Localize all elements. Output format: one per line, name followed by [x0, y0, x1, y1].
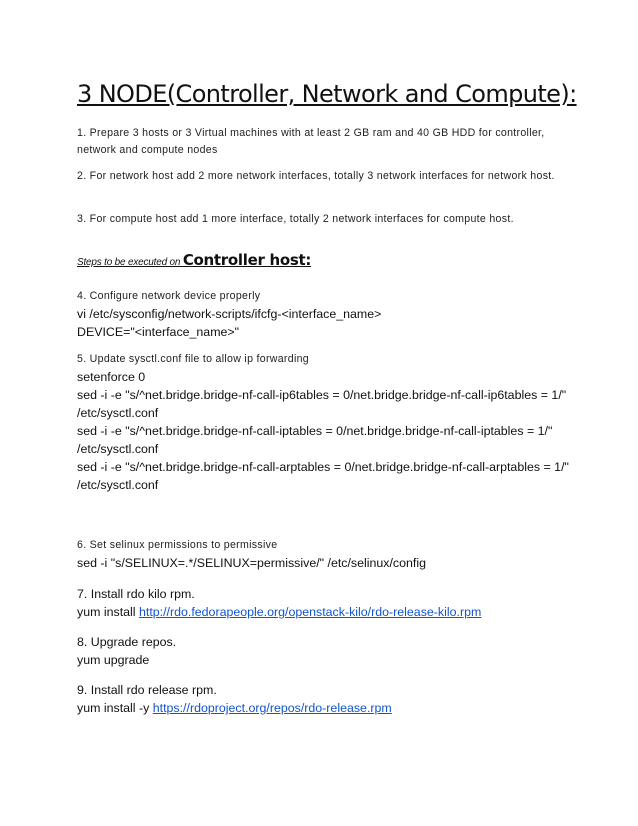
- step5-line-3: /etc/sysctl.conf: [77, 406, 159, 420]
- intro-item-2: 2. For network host add 2 more network interfaces, totally 3 network interfaces for network host.: [77, 170, 555, 182]
- step8-command: yum upgrade: [77, 653, 150, 667]
- step9-command: [77, 699, 577, 717]
- step5-line-7: /etc/sysctl.conf: [77, 478, 159, 492]
- step5-line-1: setenforce 0: [77, 370, 146, 384]
- step8-heading: 8. Upgrade repos.: [77, 635, 177, 649]
- step5-heading: 5. Update sysctl.conf file to allow ip forwarding: [77, 353, 309, 365]
- step5-line-4: sed -i -e "s/^net.bridge.bridge-nf-call-iptables = 0/net.bridge.bridge-nf-call-iptables = 1/": [77, 424, 553, 438]
- step6-command: sed -i "s/SELINUX=.*/SELINUX=permissive/" /etc/selinux/config: [77, 556, 426, 570]
- step5-line-2: sed -i -e "s/^net.bridge.bridge-nf-call-ip6tables = 0/net.bridge.bridge-nf-call-ip6tables = 1/": [77, 388, 567, 402]
- steps-heading-host: Controller host:: [182, 251, 312, 269]
- step4-heading: 4. Configure network device properly: [77, 290, 261, 302]
- step6-heading: 6. Set selinux permissions to permissive: [77, 539, 278, 551]
- rdo-kilo-rpm-link[interactable]: http://rdo.fedorapeople.org/openstack-kilo/rdo-release-kilo.rpm: [138, 605, 482, 619]
- step9-block: [77, 681, 577, 717]
- step5-line-6: sed -i -e "s/^net.bridge.bridge-nf-call-arptables = 0/net.bridge.bridge-nf-call-arptables = 1/": [77, 460, 569, 474]
- step7-command: [77, 603, 577, 621]
- step8-block: [77, 633, 577, 669]
- step5-commands: [77, 368, 577, 494]
- steps-heading-lead: Steps to be executed on: [77, 257, 183, 268]
- intro-item-1: 1. Prepare 3 hosts or 3 Virtual machines with at least 2 GB ram and 40 GB HDD for controller, network and compute nodes: [77, 127, 545, 156]
- step7-command-prefix: yum install: [77, 605, 139, 619]
- step4-line-1: vi /etc/sysconfig/network-scripts/ifcfg-<interface_name>: [77, 307, 382, 321]
- step6-commands: [77, 554, 577, 572]
- rdo-release-rpm-link[interactable]: https://rdoproject.org/repos/rdo-release.rpm: [152, 701, 392, 715]
- step4-line-2: DEVICE="<interface_name>": [77, 325, 240, 339]
- step7-heading: 7. Install rdo kilo rpm.: [77, 587, 195, 601]
- steps-heading: [77, 251, 311, 270]
- page-title: 3 NODE(Controller, Network and Compute):: [77, 80, 577, 108]
- step7-block: [77, 585, 577, 621]
- step5-line-5: /etc/sysctl.conf: [77, 442, 159, 456]
- step4-commands: [77, 305, 577, 341]
- intro-item-3: 3. For compute host add 1 more interface, totally 2 network interfaces for compute host.: [77, 213, 514, 225]
- step9-heading: 9. Install rdo release rpm.: [77, 683, 217, 697]
- step9-command-prefix: yum install -y: [77, 701, 153, 715]
